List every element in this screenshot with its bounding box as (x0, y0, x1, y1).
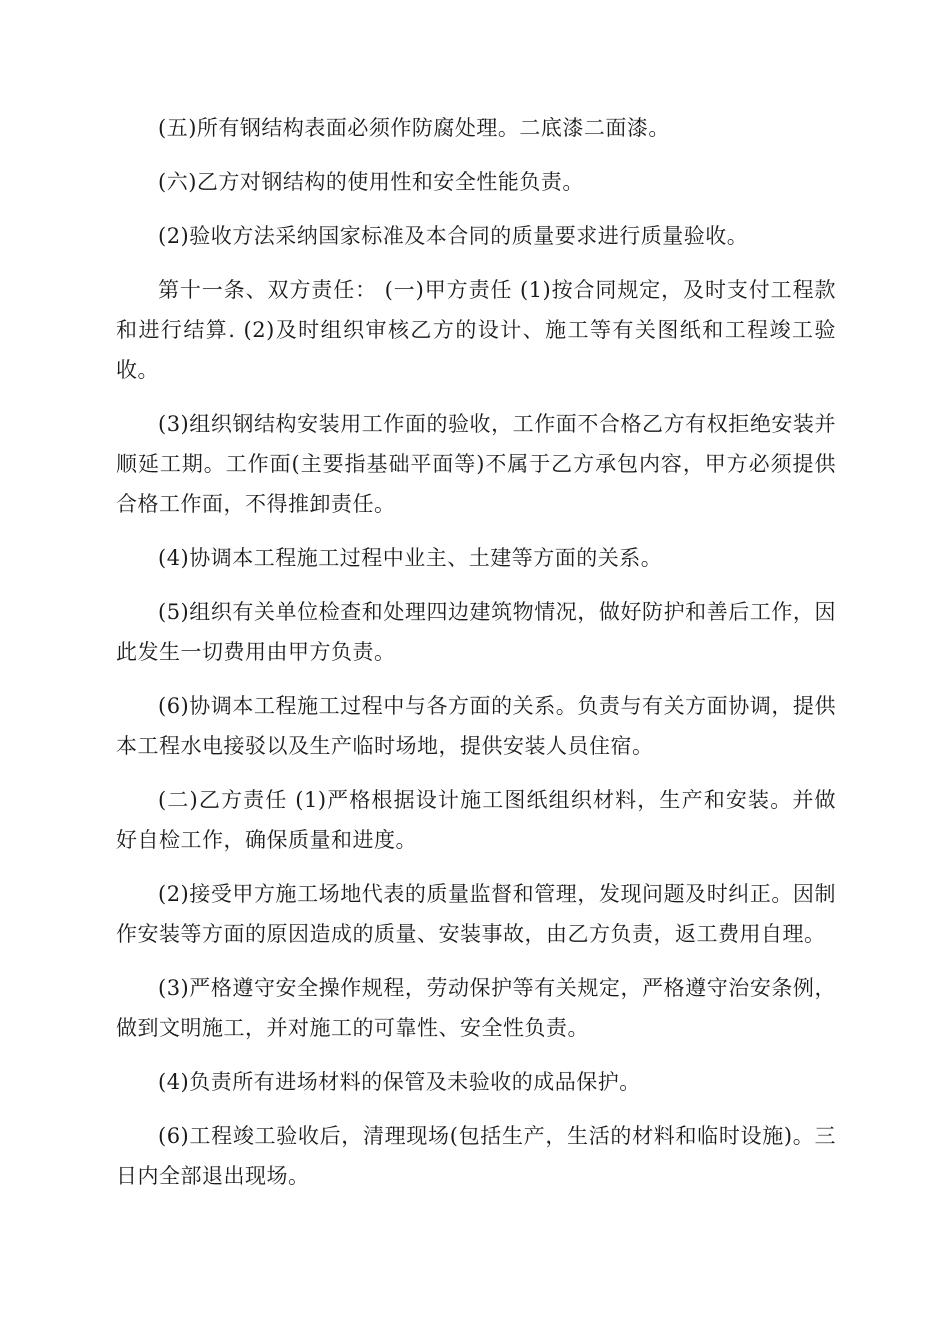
paragraph-10: (2)接受甲方施工场地代表的质量监督和管理，发现问题及时纠正。因制作安装等方面的原因造成的质量、安装事故，由乙方负责，返工费用自理。 (116, 882, 836, 946)
paragraph-13: (6)工程竣工验收后，清理现场(包括生产，生活的材料和临时设施)。三日内全部退出现场。 (116, 1124, 836, 1188)
paragraph-3: (2)验收方法采纳国家标准及本合同的质量要求进行质量验收。 (158, 224, 749, 248)
paragraph-8: (6)协调本工程施工过程中与各方面的关系。负责与有关方面协调，提供本工程水电接驳以及生产临时场地，提供安装人员住宿。 (116, 694, 836, 758)
paragraph-12: (4)负责所有进场材料的保管及未验收的成品保护。 (158, 1070, 641, 1094)
paragraph-9: (二)乙方责任 (1)严格根据设计施工图纸组织材料，生产和安装。并做好自检工作，确保质量和进度。 (116, 788, 836, 852)
paragraph-11: (3)严格遵守安全操作规程，劳动保护等有关规定，严格遵守治安条例，做到文明施工，并对施工的可靠性、安全性负责。 (116, 976, 836, 1040)
paragraph-6: (4)协调本工程施工过程中业主、土建等方面的关系。 (158, 546, 663, 570)
paragraph-5: (3)组织钢结构安装用工作面的验收，工作面不合格乙方有权拒绝安装并顺延工期。工作面(主要指基础平面等)不属于乙方承包内容，甲方必须提供合格工作面，不得推卸责任。 (116, 412, 836, 516)
paragraph-7: (5)组织有关单位检查和处理四边建筑物情况，做好防护和善后工作，因此发生一切费用由甲方负责。 (116, 600, 836, 664)
paragraph-1: (五)所有钢结构表面必须作防腐处理。二底漆二面漆。 (158, 116, 670, 140)
paragraph-4: 第十一条、双方责任： (一)甲方责任 (1)按合同规定，及时支付工程款和进行结算. (2)及时组织审核乙方的设计、施工等有关图纸和工程竣工验收。 (116, 278, 836, 382)
paragraph-2: (六)乙方对钢结构的使用性和安全性能负责。 (158, 170, 584, 194)
document-body (116, 108, 836, 1210)
